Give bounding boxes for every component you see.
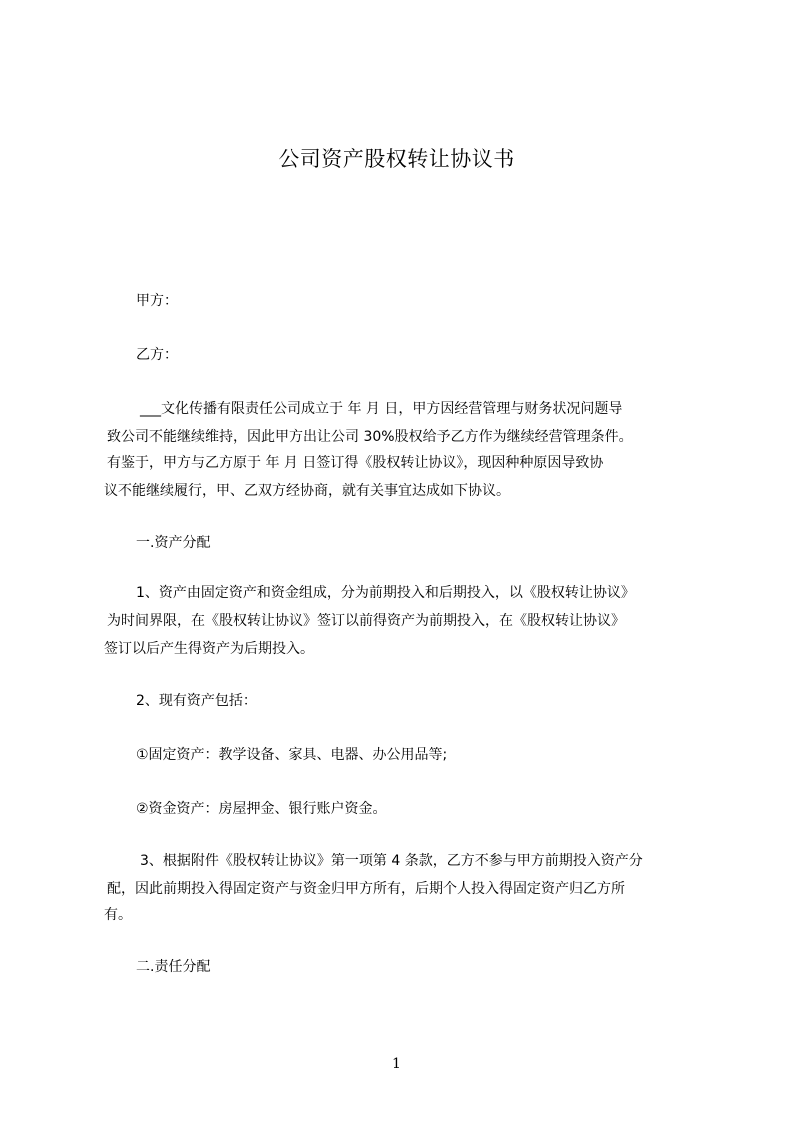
- item2-fixed-assets: ①固定资产：教学设备、家具、电器、办公用品等;: [136, 747, 448, 763]
- document-title: 公司资产股权转让协议书: [278, 147, 515, 171]
- intro-line-4: 议不能继续履行，甲、乙双方经协商，就有关事宜达成如下协议。: [104, 483, 510, 499]
- section-heading-asset-allocation: 一.资产分配: [136, 535, 211, 551]
- page-number: 1: [392, 1056, 401, 1072]
- item1-line-1: 1、资产由固定资产和资金组成，分为前期投入和后期投入，以《股权转让协议》: [136, 585, 635, 601]
- intro-line-1: ___文化传播有限责任公司成立于 年 月 日，甲方因经营管理与财务状况问题导: [140, 401, 623, 417]
- section-heading-responsibility-allocation: 二.责任分配: [136, 959, 211, 975]
- item3-line-3: 有。: [104, 907, 132, 923]
- item2-heading: 2、现有资产包括：: [136, 693, 257, 709]
- item2-fund-assets: ②资金资产：房屋押金、银行账户资金。: [136, 801, 387, 817]
- item1-line-2: 为时间界限，在《股权转让协议》签订以前得资产为前期投入，在《股权转让协议》: [107, 613, 625, 629]
- item1-line-3: 签订以后产生得资产为后期投入。: [104, 641, 314, 657]
- party-b-label: 乙方：: [136, 347, 178, 363]
- party-a-label: 甲方：: [136, 293, 178, 309]
- intro-line-3: 有鉴于，甲方与乙方原于 年 月 日签订得《股权转让协议》，现因种种原因导致协: [107, 455, 604, 471]
- item3-line-1: 3、根据附件《股权转让协议》第一项第 4 条款，乙方不参与甲方前期投入资产分: [140, 853, 643, 869]
- item3-line-2: 配，因此前期投入得固定资产与资金归甲方所有，后期个人投入得固定资产归乙方所: [107, 881, 625, 897]
- intro-line-2: 致公司不能继续维持，因此甲方出让公司 30%股权给予乙方作为继续经营管理条件。: [107, 429, 633, 445]
